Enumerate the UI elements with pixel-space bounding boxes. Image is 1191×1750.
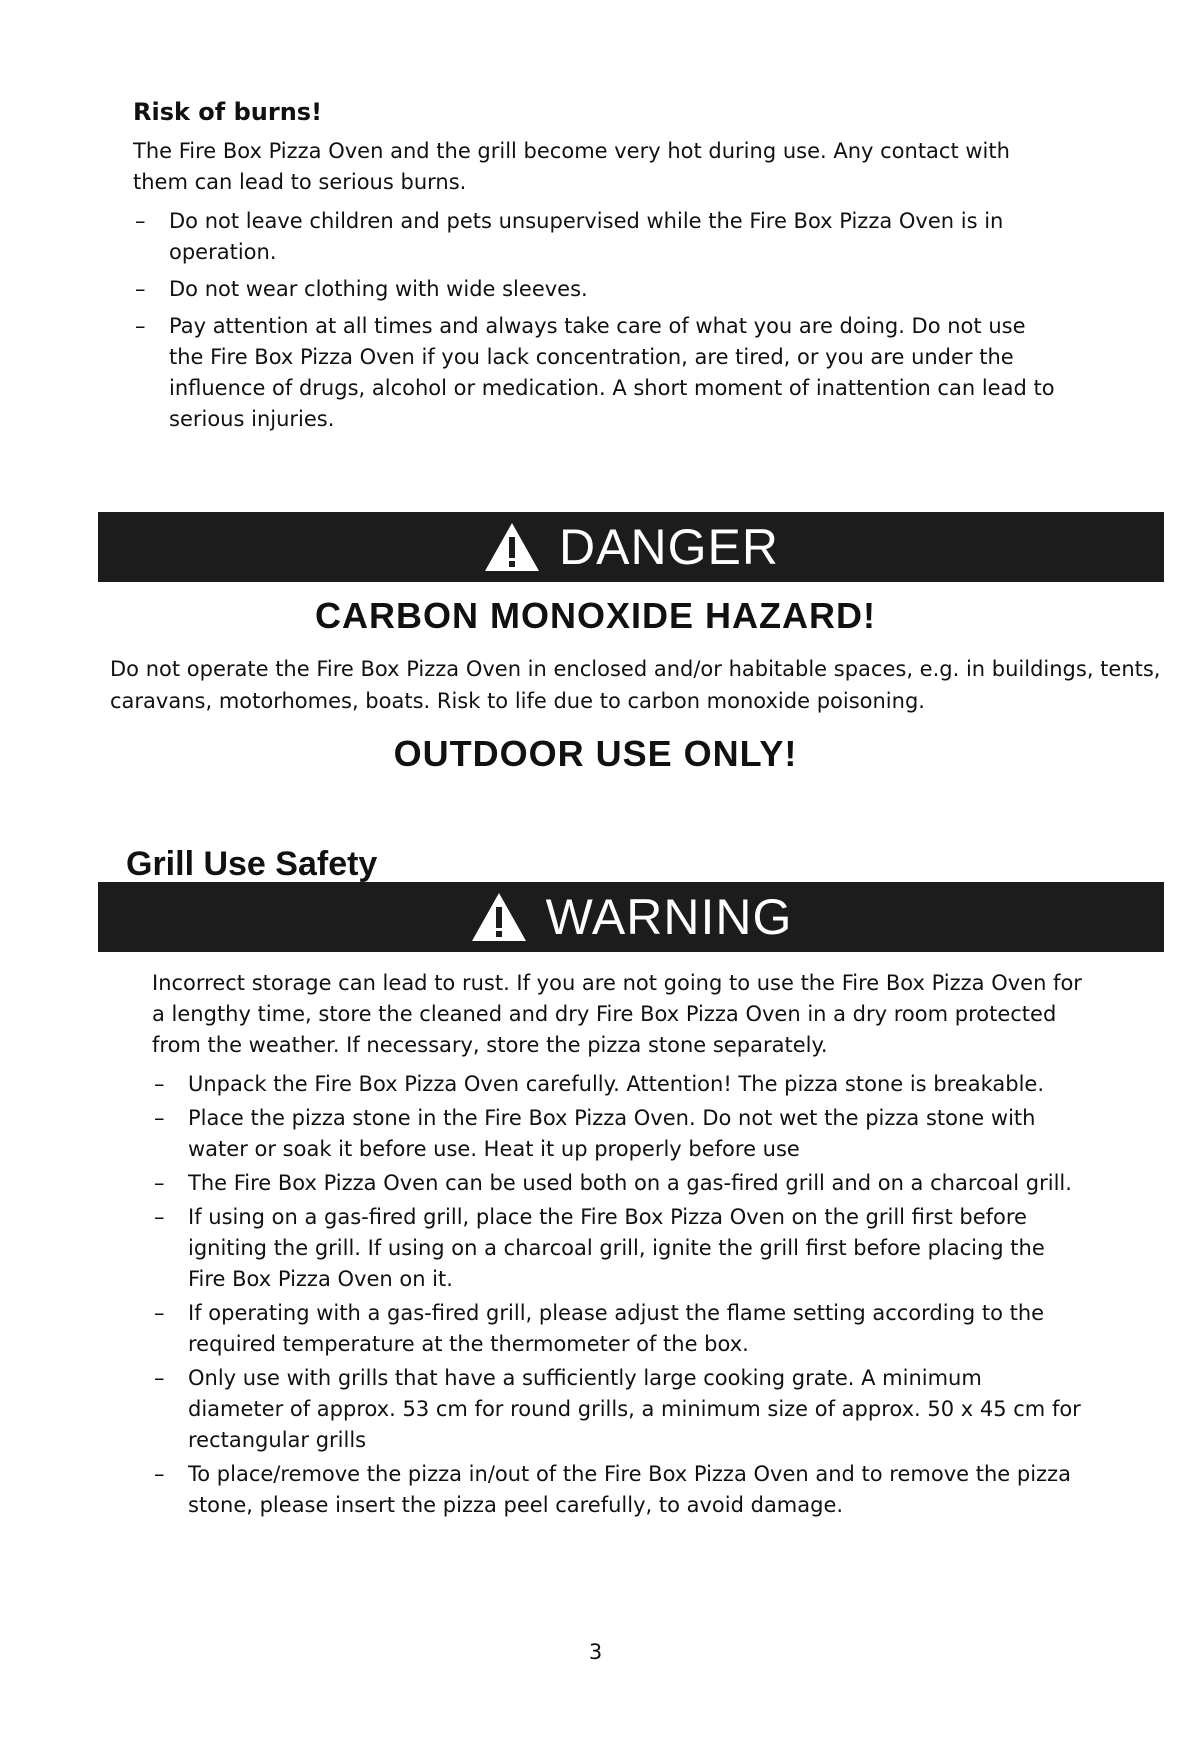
grill-section-title: Grill Use Safety — [126, 845, 378, 883]
burns-list — [133, 206, 1063, 435]
danger-label: DANGER — [559, 519, 779, 575]
list-item: – Unpack the Fire Box Pizza Oven carefully. Attention! The pizza stone is breakable. — [152, 1069, 1082, 1100]
risk-of-burns-section — [133, 98, 1063, 441]
list-item: – If operating with a gas-fired grill, please adjust the flame setting according to the required temperature at the thermometer of the box. — [152, 1298, 1082, 1360]
warning-triangle-icon — [470, 891, 528, 943]
danger-banner — [98, 512, 1164, 582]
list-item: – Do not wear clothing with wide sleeves. — [133, 274, 1063, 305]
warning-banner — [98, 882, 1164, 952]
warning-triangle-icon — [483, 521, 541, 573]
list-item: – Do not leave children and pets unsupervised while the Fire Box Pizza Oven is in operation. — [133, 206, 1063, 268]
list-item: – Place the pizza stone in the Fire Box Pizza Oven. Do not wet the pizza stone with water or soak it before use. Heat it up properly before use — [152, 1103, 1082, 1165]
grill-list — [152, 1069, 1082, 1521]
list-item: – Pay attention at all times and always take care of what you are doing. Do not use the Fire Box Pizza Oven if you lack concentration, are tired, or you are under the influence of drugs, alcohol or medication. A short moment of inattention can lead to serious injuries. — [133, 311, 1063, 435]
outdoor-use-heading: OUTDOOR USE ONLY! — [393, 733, 798, 774]
burns-intro: The Fire Box Pizza Oven and the grill become very hot during use. Any contact with them can lead to serious burns. — [133, 139, 1010, 194]
grill-intro: Incorrect storage can lead to rust. If you are not going to use the Fire Box Pizza Oven for a lengthy time, store the cleaned and dry Fire Box Pizza Oven in a dry room protected from the weather. If necessary, store the pizza stone separately. — [152, 971, 1082, 1057]
grill-safety-section — [152, 968, 1082, 1524]
carbon-monoxide-heading: CARBON MONOXIDE HAZARD! — [315, 595, 876, 636]
list-item: – The Fire Box Pizza Oven can be used both on a gas-fired grill and on a charcoal grill. — [152, 1168, 1082, 1199]
danger-text: Do not operate the Fire Box Pizza Oven in enclosed and/or habitable spaces, e.g. in buildings, tents, caravans, motorhomes, boats. Risk to life due to carbon monoxide poisoning. — [110, 657, 1161, 713]
page-number: 3 — [588, 1640, 603, 1664]
warning-label: WARNING — [545, 889, 793, 945]
burns-heading: Risk of burns! — [133, 98, 323, 126]
list-item: – If using on a gas-fired grill, place the Fire Box Pizza Oven on the grill first before igniting the grill. If using on a charcoal grill, ignite the grill first before placing the Fire Box Pizza Oven on it. — [152, 1202, 1082, 1295]
list-item: – To place/remove the pizza in/out of the Fire Box Pizza Oven and to remove the pizza stone, please insert the pizza peel carefully, to avoid damage. — [152, 1459, 1082, 1521]
list-item: – Only use with grills that have a sufficiently large cooking grate. A minimum diameter of approx. 53 cm for round grills, a minimum size of approx. 50 x 45 cm for rectangular grills — [152, 1363, 1082, 1456]
